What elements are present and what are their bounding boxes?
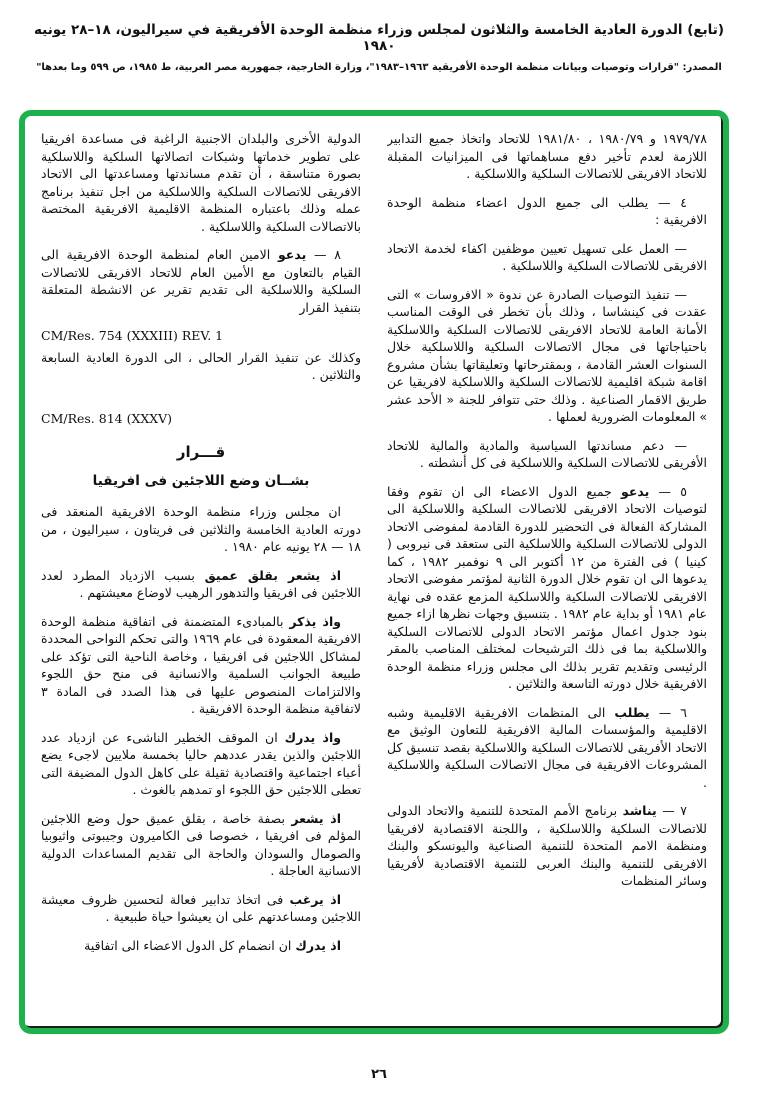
paragraph-desiring xyxy=(41,891,361,926)
paragraph-preamble-council xyxy=(41,503,361,556)
decree-subheading: بشــان وضع اللاجئين فى افريقيا xyxy=(92,473,310,489)
resolution-ref-754: CM/Res. 754 (XXXIII) REV. 1 xyxy=(41,328,224,343)
paragraph-item-4 xyxy=(387,194,707,229)
paragraph-lead: اذ يرغب xyxy=(289,891,341,907)
paragraph-text: العمل على تسهيل تعيين موظفين اكفاء لخدمة الاتحاد الافريقى للاتصالات السلكية واللاسلكية . xyxy=(387,240,707,273)
paragraph-lead: واذ يذكر xyxy=(289,613,342,629)
paragraph-lead: اذ يدرك xyxy=(295,937,341,953)
paragraph-pre: ٥ — xyxy=(649,483,687,499)
paragraph-particular-concern xyxy=(41,810,361,880)
page-header-source: المصدر: "قرارات وتوصيات وبيانات منظمة الوحدة الأفريقية ١٩٦٣–١٩٨٣"، وزارة الخارجية، جمهورية مصر العربية، ط ١٩٨٥، ص ٥٩٩ وما بعدها" xyxy=(36,62,722,73)
paragraph-deep-concern xyxy=(41,567,361,602)
paragraph-lead: يناشد xyxy=(622,803,657,818)
paragraph-text: ان انضمام كل الدول الاعضاء الى اتفاقية xyxy=(84,937,296,953)
paragraph-item-5 xyxy=(387,483,707,693)
document-frame xyxy=(19,110,729,1034)
paragraph-pre: — xyxy=(669,286,687,302)
paragraph-lead: يدعو xyxy=(621,483,650,499)
paragraph-text: فى اتخاذ تدابير فعالة لتحسين ظروف معيشة اللاجئين ومساعدتهم على ان يعيشوا حياة طبيعية . xyxy=(41,891,361,924)
paragraph-dash-item-1 xyxy=(387,240,707,275)
paragraph-aware xyxy=(41,729,361,799)
paragraph-pre: ٤ — xyxy=(648,194,687,210)
paragraph-lead: اذ يشعر xyxy=(291,810,341,826)
paragraph-item-7 xyxy=(387,802,707,890)
paragraph-text: جميع الدول الاعضاء الى ان تقوم وفقا لتوصيات الاتحاد الافريقى للاتصالات السلكية واللاسلكية الى المشاركة الفعالة فى التحضير للدورة القادمة لمفوضى الاتحاد الدولى للاتصالات السلكية واللاسلكية التى ستعقد فى نيروبى ( كينيا ) فى الفترة من ١٢ أكتوبر الى ٩ نوفمبر ١٩٨٢ ، كما يدعوها الى ان تقوم خلال الدورة الثانية لمؤتمر مفوضى الاتحاد الافريقى للاتصالات السلكية واللاسلكية المزمع عقده فى نهاية عام ١٩٨١ أو بداية عام ١٩٨٢ . بتنسيق وجهات نظرها ازاء جميع بنود جدول اعمال مؤتمر الاتحاد الدولى للاتصالات السلكية واللاسلكية بما فى ذلك الترشيحات لمختلف المناصب بالمقر الرئيسى وتقديم تقرير بذلك الى مجلس وزراء منظمة الوحدة الافريقية خلال دورته التاسعة والثلاثين . xyxy=(387,483,707,691)
paragraph-text: بصفة خاصة ، بقلق عميق حول وضع اللاجئين المؤلم فى افريقيا ، خصوصا فى الكاميرون وجيبوتى واثيوبيا والصومال والسودان والحاجة الى تقديم المساعدات الدولية الانسانية العاجلة . xyxy=(41,810,361,878)
paragraph-lead: يطلب xyxy=(614,704,650,720)
paragraph-item-8 xyxy=(41,246,361,316)
paragraph-dash-item-2 xyxy=(387,286,707,426)
paragraph-dash-item-3 xyxy=(387,437,707,472)
paragraph-item-6 xyxy=(387,704,707,792)
paragraph-text: وكذلك عن تنفيذ القرار الحالى ، الى الدورة العادية السابعة والثلاثين . xyxy=(41,349,361,382)
paragraph-text: تنفيذ التوصيات الصادرة عن ندوة « الافروسات » التى عقدت فى كينشاسا ، وذلك بأن تخطر فى الوقت المناسب الأمانة العامة للاتحاد الافريقى للاتصالات السلكية واللاسلكية باحتياجاتها فى مجال الاتصالات السلكية واللاسلكية خلال السنوات العشر القادمة ، وبمقترحاتها وتعليقاتها بشأن مشروع اقامة شبكة اقليمية للاتصالات السلكية واللاسلكية لافريقيا عن طريق الاقمار الصناعية . وذلك حتى تتوافر للجنة « الأحد عشر » المعلومات الضرورية لعملها . xyxy=(387,286,707,424)
paragraph-pre: ٨ — xyxy=(306,247,341,262)
paragraph-pre: ٦ — xyxy=(649,704,687,720)
paragraph-realizing xyxy=(41,937,361,955)
paragraph-text: ان مجلس وزراء منظمة الوحدة الافريقية المنعقد فى دورته العادية الخامسة والثلاثين فى فريتاون ، سيراليون ، من ١٨ — ٢٨ يونيه عام ١٩٨٠ . xyxy=(41,504,361,554)
paragraph-lead: اذ يشعر بقلق عميق xyxy=(204,567,341,583)
paragraph-text: يطلب الى جميع الدول اعضاء منظمة الوحدة الافريقية : xyxy=(387,194,707,227)
paragraph-pre: — xyxy=(663,437,687,453)
paragraph-text: الدولية الأخرى والبلدان الاجنبية الراغبة فى مساعدة افريقيا على تطوير خدماتها وشبكات اتصالاتها السلكية واللاسلكية بصورة متناسقة ، أن تقدم مساندتها ومساعدتها الى الاتحاد الافريقى للاتصالات السلكية واللاسلكية من اجل تنفيذ برنامج عمله وذلك باعتباره المنظمة الاقليمية الافريقية المختصة بالاتصالات السلكية واللاسلكية . xyxy=(41,131,361,234)
paragraph-text: دعم مساندتها السياسية والمادية والمالية للاتحاد الأفريقى للاتصالات السلكية واللاسلكية فى كل أنشطته . xyxy=(387,437,707,470)
resolution-ref-814: CM/Res. 814 (XXXV) xyxy=(41,410,173,426)
paragraph-text: الى المنظمات الافريقية الاقليمية وشبه الاقليمية والمؤسسات المالية الافريقية للتعاون الوثيق مع الاتحاد الأفريقى للاتصالات السلكية واللاسلكية بقصد تنسيق كل المشروعات الافريقية فى مجال الاتصالات السلكية واللاسلكية . xyxy=(387,704,707,790)
paragraph-text: بسبب الازدياد المطرد لعدد اللاجئين فى افريقيا والتدهور الرهيب لاوضاع معيشتهم . xyxy=(41,567,361,600)
two-column-layout xyxy=(25,116,723,1028)
column-left xyxy=(41,130,361,1014)
paragraph-budget-years xyxy=(387,130,707,183)
paragraph-text: ان الموقف الخطير الناشىء عن ازدياد عدد اللاجئين والذين يقدر عددهم حاليا بخمسة ملايين لاجىء يضع أعباء اجتماعية واقتصادية ثقيلة على كاهل الدول المضيفة التى تعطى اللاجئين حق اللجوء او تمدهم بالغوث . xyxy=(41,729,361,797)
page-header-title: (تابع) الدورة العادية الخامسة والثلاثون لمجلس وزراء منظمة الوحدة الأفريقية في سيراليون، ١٨–٢٨ يونيه ١٩٨٠ xyxy=(34,22,724,54)
column-right xyxy=(387,130,707,1014)
paragraph-text: برنامج الأمم المتحدة للتنمية والاتحاد الدولى للاتصالات السلكية واللاسلكية ، واللجنة الاقتصادية لافريقيا ومنظمة الامم المتحدة للتنمية الصناعية واليونسكو والبنك الافريقى للتنمية والبنك العربى للتنمية الاقتصادية لأفريقيا وسائر المنظمات xyxy=(387,803,707,888)
paragraph-lead: يدعو xyxy=(277,247,307,262)
paragraph-text: الامين العام لمنظمة الوحدة الافريقية الى القيام بالتعاون مع الأمين العام للاتحاد الافريقى للاتصالات السلكية واللاسلكية الى تقديم تقرير عن الانشطة المتعلقة بتنفيذ القرار xyxy=(41,247,361,315)
paragraph-pre: ٧ — xyxy=(656,803,688,818)
paragraph-lead: واذ يدرك xyxy=(284,729,341,745)
decree-heading: قـــرار xyxy=(176,443,226,461)
paragraph-after-ref xyxy=(41,349,361,384)
paragraph-text: ١٩٧٩/٧٨ و ١٩٨٠/٧٩ ، ١٩٨١/٨٠ للاتحاد واتخاذ جميع التدابير اللازمة لعدم تأخير دفع مساهماتها فى الميزانيات المقبلة للاتحاد الافريقى للاتصالات السلكية واللاسلكية . xyxy=(387,131,707,181)
paragraph-continuation xyxy=(41,130,361,235)
paragraph-text: بالمبادىء المتضمنة فى اتفاقية منظمة الوحدة الافريقية المعقودة فى عام ١٩٦٩ والتى تحكم النواحى المحددة لمشاكل اللاجئين فى افريقيا ، وخاصة الناحية التى تؤكد على طبيعة الجوانب السلمية والانسانية فى منح حق اللجوء والالتزامات المنصوص عليها فى هذا الصدد فى المادة ٣ لاتفاقية منظمة الوحدة الافريقية . xyxy=(41,613,361,716)
paragraph-recalling xyxy=(41,613,361,718)
paragraph-pre: — xyxy=(669,240,687,256)
page-number: ٢٦ xyxy=(371,1067,387,1082)
